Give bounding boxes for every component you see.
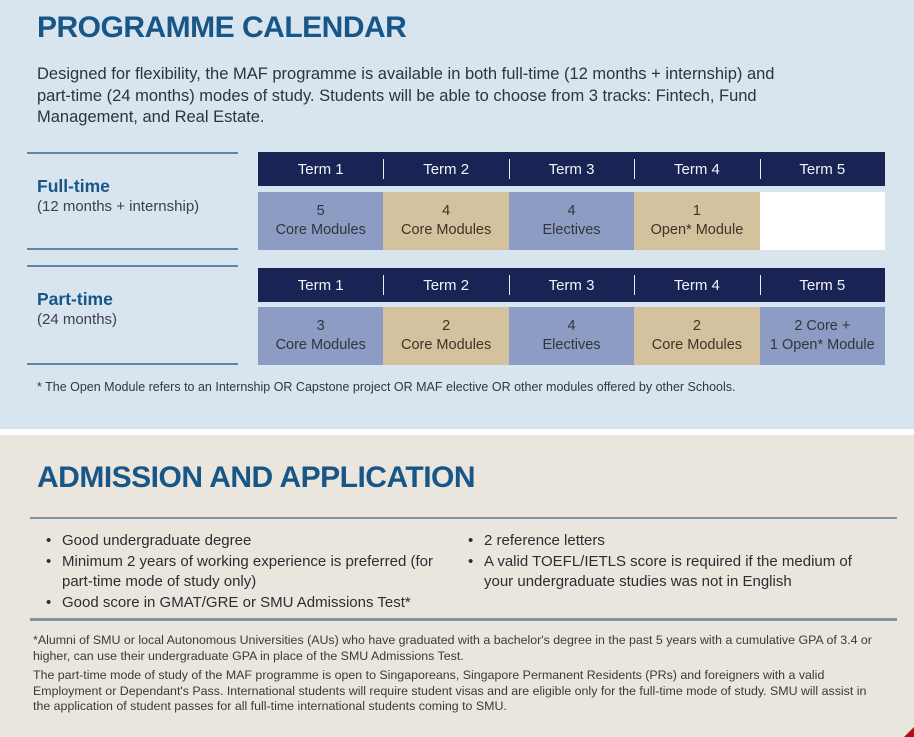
requirement-item: • Good undergraduate degree bbox=[46, 531, 448, 552]
module-count: 4 bbox=[567, 203, 576, 219]
module-count: 4 bbox=[567, 318, 576, 334]
module-cell bbox=[258, 192, 383, 250]
parttime-rule-bottom bbox=[27, 363, 238, 365]
parttime-term-header-row bbox=[258, 268, 885, 302]
module-type: Core Modules bbox=[275, 222, 366, 238]
module-type: Core Modules bbox=[400, 222, 492, 238]
module-type: Core Modules bbox=[400, 337, 492, 353]
term-header-cell: Term 3 bbox=[509, 152, 634, 186]
admission-requirements-left bbox=[46, 531, 448, 613]
module-type: Electives bbox=[542, 337, 601, 353]
module-count: 5 bbox=[316, 203, 325, 219]
parttime-rule-top bbox=[27, 265, 238, 267]
term-header-cell: Term 2 bbox=[383, 268, 508, 302]
requirement-item: • A valid TOEFL/IETLS score is required if the medium of your undergraduate studies was not in English bbox=[468, 552, 880, 593]
fulltime-duration: (12 months + internship) bbox=[37, 198, 200, 215]
term-header-cell: Term 3 bbox=[509, 268, 634, 302]
module-cell-empty bbox=[760, 192, 885, 250]
module-type: Core Modules bbox=[275, 337, 366, 353]
requirement-item: • Minimum 2 years of working experience is preferred (for part-time mode of study only) bbox=[46, 552, 448, 593]
programme-calendar-title: PROGRAMME CALENDAR bbox=[37, 11, 407, 44]
module-type: 1 Open* Module bbox=[769, 337, 875, 353]
term-header-cell: Term 2 bbox=[383, 152, 508, 186]
requirement-item: • Good score in GMAT/GRE or SMU Admissions Test* bbox=[46, 593, 448, 614]
module-type: Electives bbox=[542, 222, 601, 238]
term-header-cell: Term 4 bbox=[634, 268, 759, 302]
parttime-duration: (24 months) bbox=[37, 311, 118, 328]
module-cell bbox=[509, 307, 634, 365]
alumni-gpa-footnote: *Alumni of SMU or local Autonomous Universities (AUs) who have graduated with a bachelor's degree in the past 5 years with a cumulative GPA of 3.4 or higher, can use their undergraduate GPA in place of the SMU Admissions Test. bbox=[33, 633, 872, 663]
admission-divider-bottom bbox=[30, 618, 897, 621]
module-cell bbox=[634, 307, 759, 365]
corner-red-mark bbox=[904, 727, 914, 737]
requirement-item: • 2 reference letters bbox=[468, 531, 880, 552]
module-cell bbox=[383, 307, 508, 365]
parttime-eligibility-footnote: The part-time mode of study of the MAF programme is open to Singaporeans, Singapore Permanent Residents (PRs) and foreigners with a valid Employment or Dependant's Pass. International students will require student visas and are eligible only for the full-time mode of study. SMU will assist in the application of student passes for all full-time international students coming to SMU. bbox=[33, 668, 867, 713]
term-header-cell: Term 1 bbox=[297, 160, 344, 178]
parttime-modules-row bbox=[258, 307, 885, 365]
fulltime-modules-row bbox=[258, 192, 885, 250]
term-header-cell: Term 4 bbox=[634, 152, 759, 186]
module-count: 1 bbox=[692, 203, 701, 219]
term-header-cell: Term 5 bbox=[760, 152, 885, 186]
programme-intro-text: Designed for flexibility, the MAF programme is available in both full-time (12 months + internship) and part-time (24 months) modes of study. Students will be able to choose from 3 tracks: Fintech, Fund Management, and Real Estate. bbox=[37, 65, 775, 126]
module-cell bbox=[760, 307, 885, 365]
open-module-footnote: * The Open Module refers to an Internship OR Capstone project OR MAF elective OR other modules offered by other Schools. bbox=[37, 380, 736, 394]
admission-title: ADMISSION AND APPLICATION bbox=[37, 461, 476, 494]
fulltime-term-header-row bbox=[258, 152, 885, 186]
module-count: 3 bbox=[316, 318, 325, 334]
term-header-cell: Term 1 bbox=[297, 276, 344, 294]
parttime-label: Part-time bbox=[37, 289, 113, 309]
admission-requirements-right bbox=[468, 531, 880, 593]
module-count: 2 bbox=[442, 318, 451, 334]
module-type: Open* Module bbox=[650, 222, 744, 238]
fulltime-rule-bottom bbox=[27, 248, 238, 250]
module-count: 2 Core + bbox=[794, 318, 851, 334]
term-header-cell: Term 5 bbox=[760, 268, 885, 302]
admission-divider-top bbox=[30, 517, 897, 519]
module-cell bbox=[509, 192, 634, 250]
module-count: 4 bbox=[442, 203, 451, 219]
module-cell bbox=[383, 192, 508, 250]
module-count: 2 bbox=[692, 318, 701, 334]
module-cell bbox=[258, 307, 383, 365]
module-type: Core Modules bbox=[651, 337, 743, 353]
fulltime-rule-top bbox=[27, 152, 238, 154]
module-cell bbox=[634, 192, 759, 250]
fulltime-label: Full-time bbox=[37, 176, 110, 196]
